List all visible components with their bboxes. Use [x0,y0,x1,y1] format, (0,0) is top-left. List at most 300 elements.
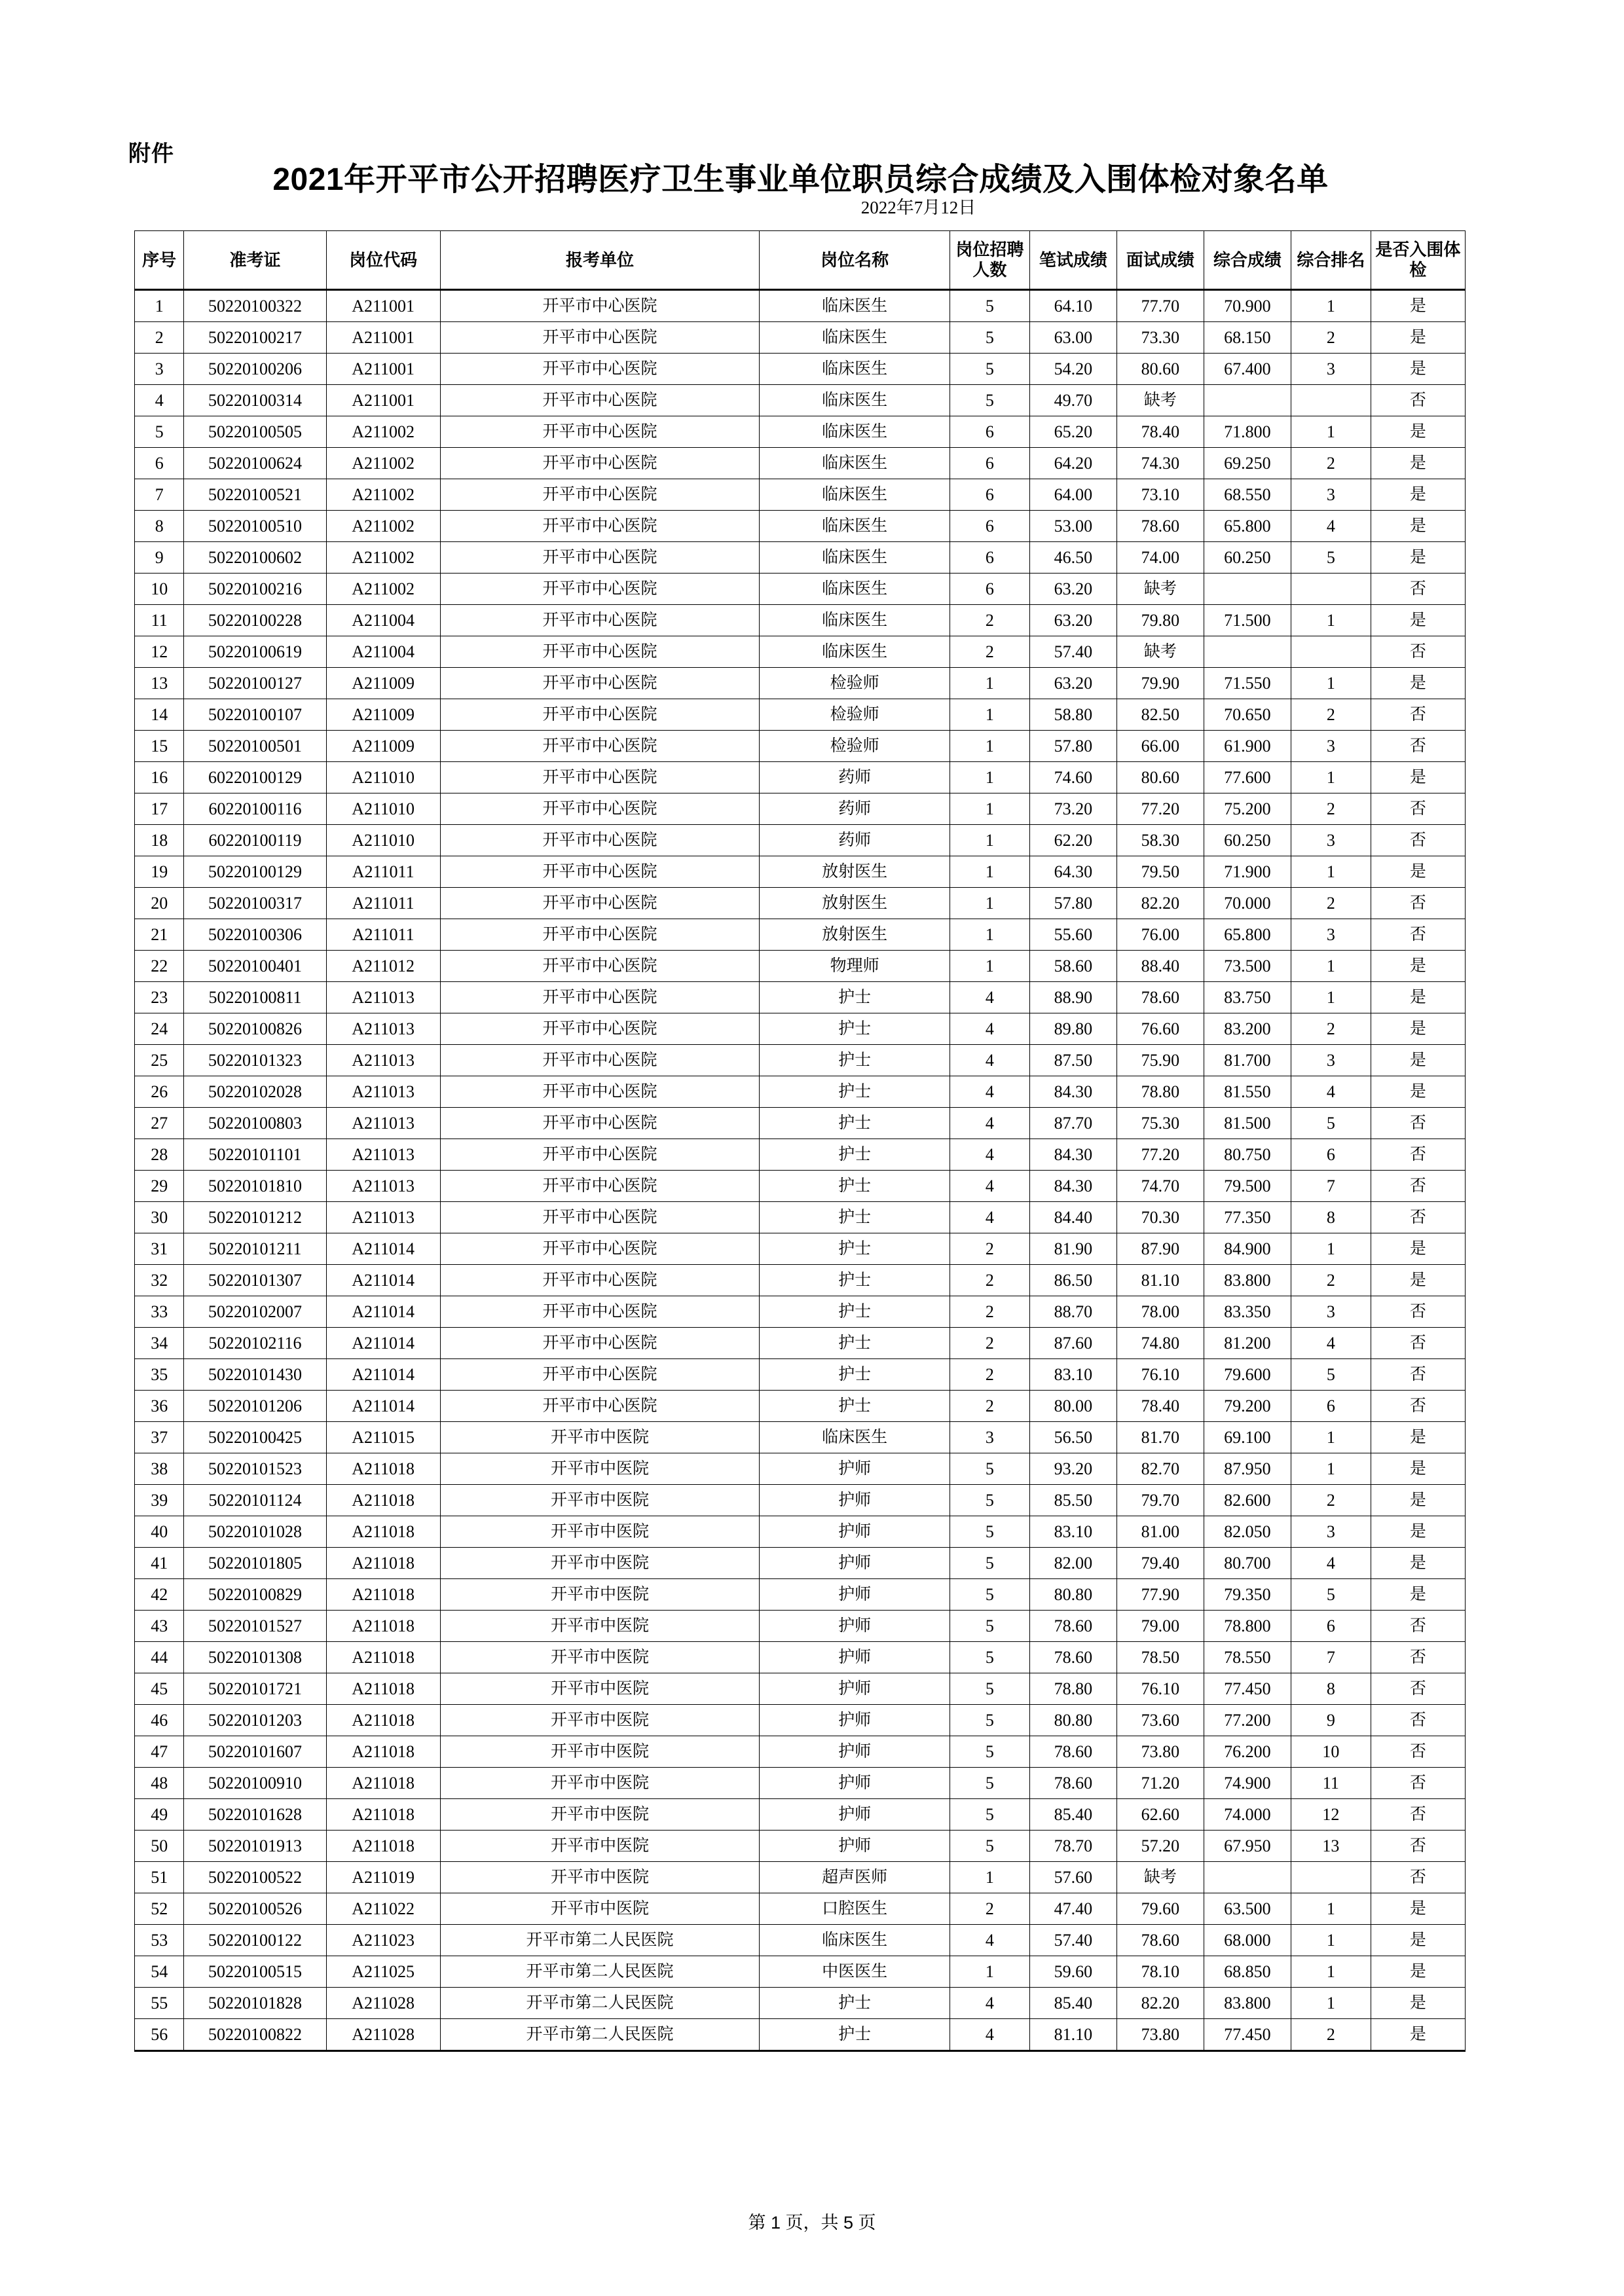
cell-admit-card: 50220101124 [184,1485,326,1516]
cell-written-score: 78.60 [1029,1768,1116,1799]
cell-seq: 9 [135,542,184,574]
cell-interview-score: 缺考 [1116,574,1204,605]
cell-unit: 开平市中心医院 [440,1359,760,1391]
cell-post-name: 护士 [760,1391,950,1422]
cell-post-code: A211004 [326,636,440,668]
cell-post-code: A211022 [326,1893,440,1925]
cell-medical-exam: 否 [1371,1736,1465,1768]
cell-composite-rank: 2 [1291,793,1371,825]
cell-admit-card: 50220100314 [184,385,326,416]
table-row [135,1045,1466,1076]
cell-admit-card: 50220101607 [184,1736,326,1768]
cell-post-code: A211001 [326,354,440,385]
cell-unit: 开平市中心医院 [440,574,760,605]
cell-post-code: A211009 [326,731,440,762]
cell-admit-card: 50220100522 [184,1862,326,1893]
column-header-admit-card: 准考证 [184,231,326,290]
cell-post-code: A211018 [326,1516,440,1548]
cell-unit: 开平市中医院 [440,1516,760,1548]
cell-medical-exam: 是 [1371,668,1465,699]
table-row [135,385,1466,416]
cell-composite-rank: 3 [1291,731,1371,762]
title-block [134,162,1467,217]
cell-written-score: 58.80 [1029,699,1116,731]
cell-quota: 4 [950,1139,1029,1171]
cell-interview-score: 78.60 [1116,511,1204,542]
column-header-unit: 报考单位 [440,231,760,290]
cell-unit: 开平市中心医院 [440,825,760,856]
cell-quota: 1 [950,888,1029,919]
cell-interview-score: 77.70 [1116,290,1204,322]
cell-unit: 开平市中心医院 [440,856,760,888]
cell-composite-rank: 2 [1291,1485,1371,1516]
cell-seq: 44 [135,1642,184,1673]
cell-written-score: 55.60 [1029,919,1116,951]
table-row [135,574,1466,605]
cell-post-name: 护士 [760,1139,950,1171]
cell-composite-rank: 1 [1291,1233,1371,1265]
cell-medical-exam: 是 [1371,1265,1465,1296]
cell-composite-rank: 5 [1291,1359,1371,1391]
cell-interview-score: 79.50 [1116,856,1204,888]
cell-admit-card: 50220101430 [184,1359,326,1391]
cell-composite-rank [1291,385,1371,416]
cell-composite-rank: 3 [1291,354,1371,385]
table-row [135,731,1466,762]
cell-written-score: 87.60 [1029,1328,1116,1359]
cell-post-code: A211002 [326,416,440,448]
cell-post-name: 临床医生 [760,1925,950,1956]
cell-interview-score: 82.20 [1116,1988,1204,2019]
cell-medical-exam: 是 [1371,1893,1465,1925]
cell-composite-rank [1291,574,1371,605]
cell-admit-card: 50220100306 [184,919,326,951]
cell-seq: 33 [135,1296,184,1328]
table-row [135,1988,1466,2019]
cell-admit-card: 50220100829 [184,1579,326,1611]
cell-written-score: 81.10 [1029,2019,1116,2051]
cell-post-name: 护师 [760,1799,950,1831]
cell-interview-score: 82.50 [1116,699,1204,731]
cell-post-name: 放射医生 [760,856,950,888]
cell-post-code: A211014 [326,1265,440,1296]
cell-post-code: A211018 [326,1642,440,1673]
cell-medical-exam: 否 [1371,574,1465,605]
cell-unit: 开平市中心医院 [440,1202,760,1233]
cell-composite-score: 68.150 [1204,322,1291,354]
cell-quota: 4 [950,1013,1029,1045]
cell-admit-card: 50220100803 [184,1108,326,1139]
cell-composite-score [1204,385,1291,416]
cell-quota: 1 [950,699,1029,731]
cell-post-code: A211018 [326,1485,440,1516]
cell-post-name: 中医医生 [760,1956,950,1988]
cell-composite-rank: 3 [1291,825,1371,856]
cell-quota: 5 [950,1548,1029,1579]
cell-unit: 开平市中心医院 [440,982,760,1013]
cell-post-name: 护师 [760,1736,950,1768]
cell-composite-score: 71.900 [1204,856,1291,888]
cell-medical-exam: 否 [1371,825,1465,856]
table-row [135,1768,1466,1799]
cell-composite-rank: 1 [1291,856,1371,888]
cell-post-name: 放射医生 [760,888,950,919]
cell-interview-score: 81.00 [1116,1516,1204,1548]
cell-composite-rank: 10 [1291,1736,1371,1768]
cell-seq: 41 [135,1548,184,1579]
table-row [135,1925,1466,1956]
cell-post-name: 护师 [760,1579,950,1611]
cell-written-score: 78.80 [1029,1673,1116,1705]
cell-seq: 25 [135,1045,184,1076]
cell-seq: 40 [135,1516,184,1548]
cell-quota: 4 [950,1045,1029,1076]
table-row [135,1202,1466,1233]
cell-unit: 开平市中心医院 [440,731,760,762]
cell-composite-score: 65.800 [1204,919,1291,951]
cell-composite-score: 69.100 [1204,1422,1291,1453]
cell-interview-score: 缺考 [1116,385,1204,416]
cell-quota: 6 [950,448,1029,479]
column-header-seq: 序号 [135,231,184,290]
cell-post-name: 护士 [760,1013,950,1045]
cell-seq: 54 [135,1956,184,1988]
cell-interview-score: 73.60 [1116,1705,1204,1736]
cell-seq: 10 [135,574,184,605]
cell-written-score: 80.80 [1029,1705,1116,1736]
cell-seq: 51 [135,1862,184,1893]
cell-post-name: 护师 [760,1611,950,1642]
cell-seq: 11 [135,605,184,636]
table-row [135,762,1466,793]
cell-post-code: A211001 [326,290,440,322]
cell-medical-exam: 否 [1371,1328,1465,1359]
cell-composite-score: 77.450 [1204,1673,1291,1705]
cell-composite-rank: 2 [1291,2019,1371,2051]
table-row [135,1642,1466,1673]
table-row [135,290,1466,322]
cell-composite-score: 70.650 [1204,699,1291,731]
cell-composite-rank: 2 [1291,448,1371,479]
cell-composite-score: 67.950 [1204,1831,1291,1862]
cell-seq: 5 [135,416,184,448]
cell-medical-exam: 是 [1371,1233,1465,1265]
cell-composite-score: 65.800 [1204,511,1291,542]
cell-medical-exam: 是 [1371,322,1465,354]
cell-composite-score: 61.900 [1204,731,1291,762]
cell-unit: 开平市中心医院 [440,1076,760,1108]
cell-seq: 36 [135,1391,184,1422]
cell-post-name: 护士 [760,1045,950,1076]
cell-interview-score: 82.70 [1116,1453,1204,1485]
table-row [135,416,1466,448]
cell-composite-rank: 5 [1291,1108,1371,1139]
cell-post-code: A211001 [326,322,440,354]
cell-composite-score: 71.800 [1204,416,1291,448]
cell-composite-score: 84.900 [1204,1233,1291,1265]
cell-quota: 5 [950,1579,1029,1611]
column-header-medical-exam: 是否入围体检 [1371,231,1465,290]
cell-quota: 1 [950,951,1029,982]
cell-post-name: 护士 [760,2019,950,2051]
cell-unit: 开平市中医院 [440,1893,760,1925]
cell-post-name: 护师 [760,1453,950,1485]
cell-admit-card: 50220100322 [184,290,326,322]
cell-composite-rank: 1 [1291,1422,1371,1453]
table-row [135,322,1466,354]
cell-post-code: A211015 [326,1422,440,1453]
table-row [135,1013,1466,1045]
cell-medical-exam: 否 [1371,1831,1465,1862]
page-title: 2021年开平市公开招聘医疗卫生事业单位职员综合成绩及入围体检对象名单 [272,162,1329,197]
cell-written-score: 53.00 [1029,511,1116,542]
cell-admit-card: 60220100119 [184,825,326,856]
cell-composite-rank: 1 [1291,762,1371,793]
cell-seq: 4 [135,385,184,416]
table-row [135,1359,1466,1391]
table-row [135,1736,1466,1768]
cell-admit-card: 50220101211 [184,1233,326,1265]
cell-quota: 4 [950,1202,1029,1233]
cell-post-code: A211018 [326,1453,440,1485]
cell-admit-card: 50220101805 [184,1548,326,1579]
cell-interview-score: 78.00 [1116,1296,1204,1328]
cell-interview-score: 79.90 [1116,668,1204,699]
document-date: 2022年7月12日 [860,197,976,217]
cell-seq: 47 [135,1736,184,1768]
cell-quota: 2 [950,1296,1029,1328]
column-header-post-name: 岗位名称 [760,231,950,290]
cell-interview-score: 79.00 [1116,1611,1204,1642]
cell-post-name: 药师 [760,825,950,856]
cell-seq: 50 [135,1831,184,1862]
table-row [135,793,1466,825]
table-row [135,1799,1466,1831]
cell-admit-card: 50220100526 [184,1893,326,1925]
cell-composite-score: 76.200 [1204,1736,1291,1768]
cell-composite-score: 80.700 [1204,1548,1291,1579]
cell-post-code: A211018 [326,1673,440,1705]
cell-seq: 21 [135,919,184,951]
cell-admit-card: 50220100602 [184,542,326,574]
cell-composite-rank: 3 [1291,1045,1371,1076]
cell-medical-exam: 是 [1371,1925,1465,1956]
cell-unit: 开平市中心医院 [440,511,760,542]
cell-composite-score: 79.350 [1204,1579,1291,1611]
cell-post-name: 临床医生 [760,322,950,354]
cell-quota: 4 [950,1925,1029,1956]
cell-written-score: 78.60 [1029,1611,1116,1642]
cell-seq: 7 [135,479,184,511]
cell-medical-exam: 否 [1371,385,1465,416]
cell-quota: 4 [950,1988,1029,2019]
results-table-container [134,230,1466,2052]
cell-admit-card: 50220100826 [184,1013,326,1045]
cell-medical-exam: 否 [1371,1705,1465,1736]
cell-post-code: A211010 [326,793,440,825]
cell-written-score: 88.90 [1029,982,1116,1013]
cell-composite-rank: 1 [1291,1893,1371,1925]
cell-interview-score: 75.30 [1116,1108,1204,1139]
cell-interview-score: 79.80 [1116,605,1204,636]
cell-post-name: 护师 [760,1673,950,1705]
cell-post-name: 临床医生 [760,354,950,385]
cell-interview-score: 78.40 [1116,416,1204,448]
cell-composite-rank [1291,1862,1371,1893]
cell-composite-score [1204,1862,1291,1893]
cell-quota: 1 [950,793,1029,825]
table-row [135,856,1466,888]
cell-seq: 34 [135,1328,184,1359]
cell-seq: 49 [135,1799,184,1831]
column-header-composite-rank: 综合排名 [1291,231,1371,290]
cell-medical-exam: 是 [1371,1045,1465,1076]
cell-medical-exam: 否 [1371,1799,1465,1831]
cell-post-name: 护士 [760,1171,950,1202]
cell-admit-card: 50220100521 [184,479,326,511]
cell-post-name: 临床医生 [760,636,950,668]
cell-medical-exam: 是 [1371,1548,1465,1579]
table-row [135,1453,1466,1485]
cell-composite-score [1204,574,1291,605]
cell-composite-rank: 13 [1291,1831,1371,1862]
cell-composite-score [1204,636,1291,668]
cell-post-code: A211014 [326,1328,440,1359]
cell-quota: 4 [950,2019,1029,2051]
cell-admit-card: 50220100107 [184,699,326,731]
cell-interview-score: 66.00 [1116,731,1204,762]
cell-interview-score: 76.60 [1116,1013,1204,1045]
cell-unit: 开平市中心医院 [440,668,760,699]
cell-composite-score: 67.400 [1204,354,1291,385]
cell-interview-score: 70.30 [1116,1202,1204,1233]
cell-written-score: 57.80 [1029,888,1116,919]
cell-composite-rank: 1 [1291,1956,1371,1988]
cell-seq: 18 [135,825,184,856]
cell-interview-score: 58.30 [1116,825,1204,856]
cell-post-name: 护士 [760,1988,950,2019]
cell-written-score: 82.00 [1029,1548,1116,1579]
cell-quota: 6 [950,574,1029,605]
cell-medical-exam: 否 [1371,636,1465,668]
cell-post-name: 临床医生 [760,542,950,574]
cell-written-score: 85.40 [1029,1799,1116,1831]
table-row [135,542,1466,574]
cell-admit-card: 50220101101 [184,1139,326,1171]
cell-seq: 35 [135,1359,184,1391]
cell-post-code: A211018 [326,1736,440,1768]
cell-admit-card: 50220100811 [184,982,326,1013]
cell-admit-card: 50220100228 [184,605,326,636]
cell-composite-score: 82.050 [1204,1516,1291,1548]
cell-medical-exam: 否 [1371,1673,1465,1705]
cell-medical-exam: 否 [1371,1642,1465,1673]
cell-quota: 2 [950,1359,1029,1391]
cell-interview-score: 76.10 [1116,1673,1204,1705]
cell-written-score: 57.40 [1029,636,1116,668]
cell-unit: 开平市中医院 [440,1799,760,1831]
cell-composite-score: 60.250 [1204,542,1291,574]
cell-composite-rank: 1 [1291,605,1371,636]
cell-medical-exam: 否 [1371,1202,1465,1233]
cell-seq: 38 [135,1453,184,1485]
cell-post-code: A211018 [326,1831,440,1862]
cell-composite-score: 70.000 [1204,888,1291,919]
cell-post-code: A211014 [326,1391,440,1422]
cell-composite-score: 83.800 [1204,1265,1291,1296]
cell-post-code: A211028 [326,2019,440,2051]
cell-post-code: A211013 [326,982,440,1013]
table-row [135,1579,1466,1611]
cell-unit: 开平市中心医院 [440,1391,760,1422]
cell-composite-rank: 3 [1291,919,1371,951]
cell-written-score: 63.20 [1029,605,1116,636]
cell-quota: 5 [950,290,1029,322]
cell-unit: 开平市中心医院 [440,1265,760,1296]
cell-composite-score: 77.450 [1204,2019,1291,2051]
cell-unit: 开平市中医院 [440,1453,760,1485]
cell-written-score: 87.50 [1029,1045,1116,1076]
cell-unit: 开平市中心医院 [440,793,760,825]
cell-post-name: 临床医生 [760,385,950,416]
cell-medical-exam: 是 [1371,1422,1465,1453]
cell-composite-rank: 2 [1291,699,1371,731]
cell-seq: 20 [135,888,184,919]
cell-written-score: 57.80 [1029,731,1116,762]
cell-admit-card: 50220101307 [184,1265,326,1296]
cell-composite-rank: 2 [1291,1013,1371,1045]
cell-interview-score: 73.30 [1116,322,1204,354]
cell-unit: 开平市中心医院 [440,1328,760,1359]
cell-seq: 24 [135,1013,184,1045]
cell-admit-card: 50220100216 [184,574,326,605]
cell-composite-rank: 12 [1291,1799,1371,1831]
cell-post-code: A211013 [326,1202,440,1233]
cell-admit-card: 50220100206 [184,354,326,385]
cell-interview-score: 81.70 [1116,1422,1204,1453]
cell-composite-rank: 1 [1291,416,1371,448]
cell-written-score: 47.40 [1029,1893,1116,1925]
cell-composite-score: 68.000 [1204,1925,1291,1956]
cell-medical-exam: 是 [1371,605,1465,636]
column-header-post-code: 岗位代码 [326,231,440,290]
cell-medical-exam: 否 [1371,1768,1465,1799]
cell-written-score: 56.50 [1029,1422,1116,1453]
cell-interview-score: 76.00 [1116,919,1204,951]
cell-composite-rank: 1 [1291,668,1371,699]
cell-unit: 开平市中心医院 [440,699,760,731]
cell-post-name: 检验师 [760,668,950,699]
cell-unit: 开平市中心医院 [440,1296,760,1328]
cell-post-code: A211014 [326,1359,440,1391]
cell-post-code: A211013 [326,1076,440,1108]
cell-interview-score: 79.40 [1116,1548,1204,1579]
cell-seq: 3 [135,354,184,385]
cell-seq: 2 [135,322,184,354]
cell-post-code: A211018 [326,1548,440,1579]
cell-composite-score: 81.700 [1204,1045,1291,1076]
cell-composite-score: 68.550 [1204,479,1291,511]
cell-unit: 开平市中心医院 [440,479,760,511]
table-row [135,982,1466,1013]
cell-unit: 开平市中心医院 [440,1045,760,1076]
cell-medical-exam: 是 [1371,1579,1465,1611]
cell-quota: 5 [950,1705,1029,1736]
cell-post-code: A211028 [326,1988,440,2019]
cell-written-score: 80.00 [1029,1391,1116,1422]
table-row [135,1422,1466,1453]
cell-composite-score: 78.800 [1204,1611,1291,1642]
